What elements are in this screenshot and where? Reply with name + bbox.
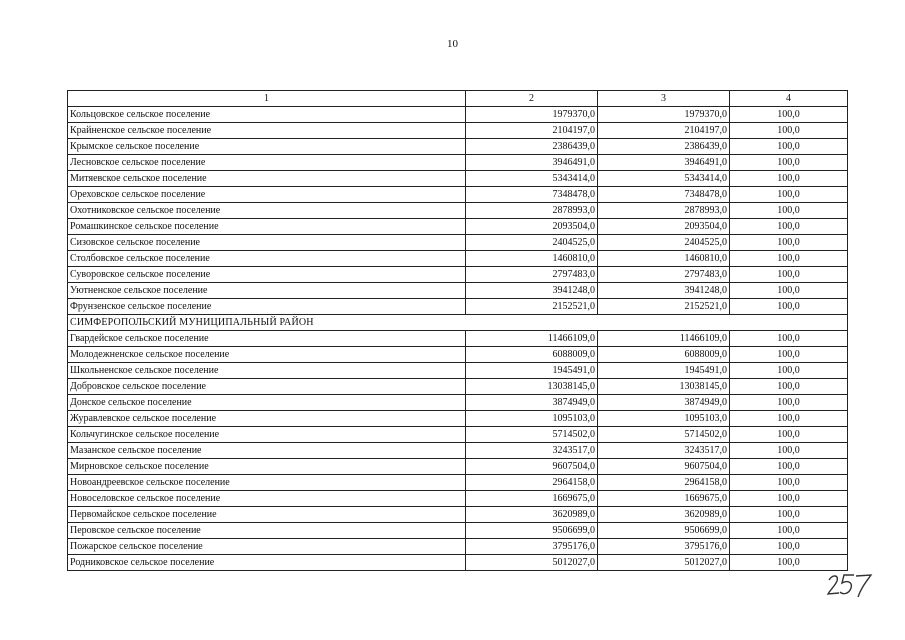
column-3-value: 1669675,0 (598, 491, 730, 507)
settlement-name-cell: Крымское сельское поселение (68, 139, 466, 155)
column-3-value: 7348478,0 (598, 187, 730, 203)
table-row (68, 267, 848, 283)
table-row (68, 475, 848, 491)
settlement-name-cell: Гвардейское сельское поселение (68, 331, 466, 347)
column-3-value: 5714502,0 (598, 427, 730, 443)
table-row (68, 171, 848, 187)
column-header-2: 2 (466, 91, 598, 107)
column-2-value: 2878993,0 (466, 203, 598, 219)
column-3-value: 6088009,0 (598, 347, 730, 363)
column-4-value: 100,0 (730, 555, 848, 571)
settlement-name-cell: Столбовское сельское поселение (68, 251, 466, 267)
column-4-value: 100,0 (730, 475, 848, 491)
settlement-name-cell: Митяевское сельское поселение (68, 171, 466, 187)
column-2-value: 13038145,0 (466, 379, 598, 395)
table-row (68, 411, 848, 427)
settlement-name-cell: Добровское сельское поселение (68, 379, 466, 395)
budget-table-container (67, 90, 847, 571)
settlement-name-cell: Уютненское сельское поселение (68, 283, 466, 299)
column-2-value: 1095103,0 (466, 411, 598, 427)
table-row (68, 491, 848, 507)
settlement-name-cell: Фрунзенское сельское поселение (68, 299, 466, 315)
column-4-value: 100,0 (730, 395, 848, 411)
table-row (68, 123, 848, 139)
table-row (68, 347, 848, 363)
column-2-value: 6088009,0 (466, 347, 598, 363)
column-4-value: 100,0 (730, 123, 848, 139)
settlement-name-cell: Крайненское сельское поселение (68, 123, 466, 139)
column-4-value: 100,0 (730, 235, 848, 251)
column-2-value: 1979370,0 (466, 107, 598, 123)
settlement-name-cell: Журавлевское сельское поселение (68, 411, 466, 427)
column-2-value: 1669675,0 (466, 491, 598, 507)
column-4-value: 100,0 (730, 283, 848, 299)
settlement-name-cell: Пожарское сельское поселение (68, 539, 466, 555)
settlement-name-cell: Мазанское сельское поселение (68, 443, 466, 459)
budget-table (67, 90, 848, 571)
column-3-value: 1095103,0 (598, 411, 730, 427)
column-2-value: 11466109,0 (466, 331, 598, 347)
column-4-value: 100,0 (730, 251, 848, 267)
table-row (68, 363, 848, 379)
table-row (68, 555, 848, 571)
column-2-value: 2104197,0 (466, 123, 598, 139)
settlement-name-cell: Школьненское сельское поселение (68, 363, 466, 379)
settlement-name-cell: Кольчугинское сельское поселение (68, 427, 466, 443)
table-row (68, 139, 848, 155)
column-2-value: 3243517,0 (466, 443, 598, 459)
table-row (68, 107, 848, 123)
column-3-value: 5343414,0 (598, 171, 730, 187)
column-3-value: 3874949,0 (598, 395, 730, 411)
column-4-value: 100,0 (730, 363, 848, 379)
settlement-name-cell: Суворовское сельское поселение (68, 267, 466, 283)
budget-table-body (68, 91, 848, 571)
column-4-value: 100,0 (730, 155, 848, 171)
column-4-value: 100,0 (730, 107, 848, 123)
table-row (68, 331, 848, 347)
column-3-value: 1945491,0 (598, 363, 730, 379)
column-header-3: 3 (598, 91, 730, 107)
column-4-value: 100,0 (730, 171, 848, 187)
column-2-value: 1460810,0 (466, 251, 598, 267)
table-row (68, 187, 848, 203)
column-3-value: 2404525,0 (598, 235, 730, 251)
column-2-value: 3874949,0 (466, 395, 598, 411)
settlement-name-cell: Новоселовское сельское поселение (68, 491, 466, 507)
column-2-value: 9607504,0 (466, 459, 598, 475)
table-row (68, 507, 848, 523)
column-header-1: 1 (68, 91, 466, 107)
column-4-value: 100,0 (730, 331, 848, 347)
column-4-value: 100,0 (730, 443, 848, 459)
column-4-value: 100,0 (730, 411, 848, 427)
column-4-value: 100,0 (730, 379, 848, 395)
column-2-value: 2093504,0 (466, 219, 598, 235)
column-3-value: 3946491,0 (598, 155, 730, 171)
column-3-value: 2152521,0 (598, 299, 730, 315)
column-4-value: 100,0 (730, 507, 848, 523)
column-4-value: 100,0 (730, 187, 848, 203)
table-row (68, 219, 848, 235)
table-header-row (68, 91, 848, 107)
column-3-value: 11466109,0 (598, 331, 730, 347)
column-3-value: 13038145,0 (598, 379, 730, 395)
column-4-value: 100,0 (730, 491, 848, 507)
section-title: СИМФЕРОПОЛЬСКИЙ МУНИЦИПАЛЬНЫЙ РАЙОН (68, 315, 848, 331)
column-2-value: 3620989,0 (466, 507, 598, 523)
column-4-value: 100,0 (730, 523, 848, 539)
column-3-value: 2878993,0 (598, 203, 730, 219)
column-3-value: 2386439,0 (598, 139, 730, 155)
column-2-value: 2404525,0 (466, 235, 598, 251)
page-number: 10 (447, 38, 458, 50)
column-4-value: 100,0 (730, 427, 848, 443)
column-3-value: 1460810,0 (598, 251, 730, 267)
column-3-value: 2104197,0 (598, 123, 730, 139)
column-3-value: 2797483,0 (598, 267, 730, 283)
table-row (68, 155, 848, 171)
column-4-value: 100,0 (730, 539, 848, 555)
column-3-value: 3795176,0 (598, 539, 730, 555)
settlement-name-cell: Сизовское сельское поселение (68, 235, 466, 251)
column-4-value: 100,0 (730, 203, 848, 219)
column-3-value: 9607504,0 (598, 459, 730, 475)
column-3-value: 3941248,0 (598, 283, 730, 299)
column-2-value: 5012027,0 (466, 555, 598, 571)
settlement-name-cell: Донское сельское поселение (68, 395, 466, 411)
table-row (68, 251, 848, 267)
column-2-value: 1945491,0 (466, 363, 598, 379)
column-4-value: 100,0 (730, 299, 848, 315)
column-2-value: 2964158,0 (466, 475, 598, 491)
settlement-name-cell: Охотниковское сельское поселение (68, 203, 466, 219)
settlement-name-cell: Молодежненское сельское поселение (68, 347, 466, 363)
column-2-value: 2797483,0 (466, 267, 598, 283)
table-row (68, 283, 848, 299)
table-row (68, 379, 848, 395)
column-2-value: 3946491,0 (466, 155, 598, 171)
table-row (68, 235, 848, 251)
table-row (68, 459, 848, 475)
column-2-value: 3795176,0 (466, 539, 598, 555)
column-4-value: 100,0 (730, 139, 848, 155)
settlement-name-cell: Первомайское сельское поселение (68, 507, 466, 523)
table-row (68, 539, 848, 555)
settlement-name-cell: Ромашкинское сельское поселение (68, 219, 466, 235)
column-4-value: 100,0 (730, 347, 848, 363)
column-2-value: 5343414,0 (466, 171, 598, 187)
settlement-name-cell: Лесновское сельское поселение (68, 155, 466, 171)
column-4-value: 100,0 (730, 459, 848, 475)
handwritten-page-mark (826, 572, 874, 598)
settlement-name-cell: Новоандреевское сельское поселение (68, 475, 466, 491)
column-3-value: 2964158,0 (598, 475, 730, 491)
table-row (68, 395, 848, 411)
table-row (68, 443, 848, 459)
column-3-value: 3243517,0 (598, 443, 730, 459)
column-2-value: 9506699,0 (466, 523, 598, 539)
column-2-value: 3941248,0 (466, 283, 598, 299)
settlement-name-cell: Перовское сельское поселение (68, 523, 466, 539)
settlement-name-cell: Мирновское сельское поселение (68, 459, 466, 475)
table-row (68, 427, 848, 443)
table-row (68, 203, 848, 219)
column-3-value: 3620989,0 (598, 507, 730, 523)
settlement-name-cell: Родниковское сельское поселение (68, 555, 466, 571)
column-3-value: 9506699,0 (598, 523, 730, 539)
column-2-value: 5714502,0 (466, 427, 598, 443)
settlement-name-cell: Ореховское сельское поселение (68, 187, 466, 203)
column-3-value: 5012027,0 (598, 555, 730, 571)
column-3-value: 1979370,0 (598, 107, 730, 123)
column-header-4: 4 (730, 91, 848, 107)
column-3-value: 2093504,0 (598, 219, 730, 235)
column-4-value: 100,0 (730, 219, 848, 235)
table-row (68, 299, 848, 315)
section-row (68, 315, 848, 331)
column-4-value: 100,0 (730, 267, 848, 283)
column-2-value: 2386439,0 (466, 139, 598, 155)
table-row (68, 523, 848, 539)
settlement-name-cell: Кольцовское сельское поселение (68, 107, 466, 123)
column-2-value: 7348478,0 (466, 187, 598, 203)
column-2-value: 2152521,0 (466, 299, 598, 315)
